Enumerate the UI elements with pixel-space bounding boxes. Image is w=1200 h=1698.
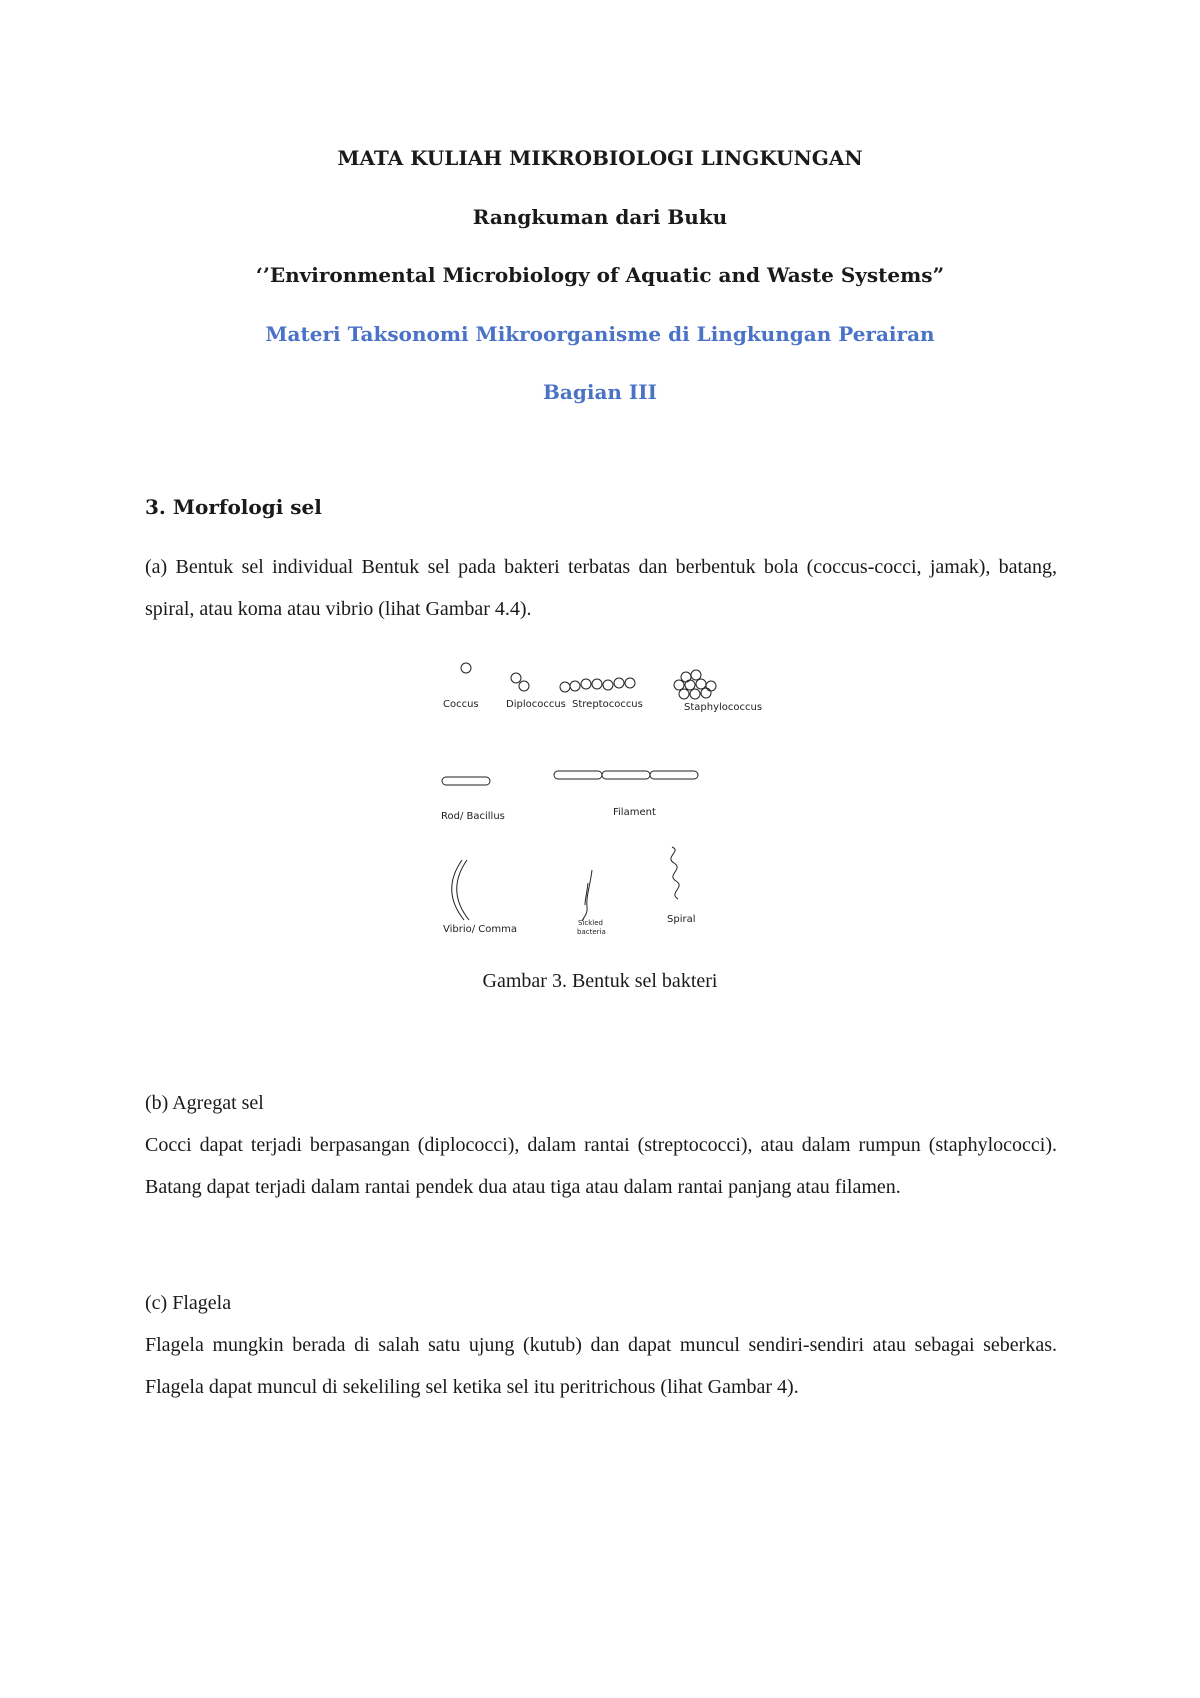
topic-title: Materi Taksonomi Mikroorganisme di Lingkungan Perairan [265,322,935,346]
bacteria-shapes-diagram [420,655,800,940]
rod-shape [442,777,490,785]
figure-caption: Gambar 3. Bentuk sel bakteri [482,970,718,992]
spiral-shape [671,847,679,899]
label-spiral: Spiral [667,914,696,925]
label-sickle-line1: Sickled [578,919,603,927]
label-diplococcus: Diplococcus [506,699,566,710]
diplococcus-shape [511,673,529,691]
label-rod: Rod/ Bacillus [441,811,505,822]
book-title: ‘’Environmental Microbiology of Aquatic and Waste Systems” [255,263,945,287]
paragraph-cell-aggregate: Cocci dapat terjadi berpasangan (diplococci), dalam rantai (streptococci), atau dalam rumpun (staphylococci). Batang dapat terjadi dalam rantai pendek dua atau tiga atau dalam rantai panjang atau filamen. [145,1134,1057,1198]
label-coccus: Coccus [443,699,479,710]
subheading-cell-aggregate: (b) Agregat sel [145,1092,264,1114]
paragraph-flagella: Flagela mungkin berada di salah satu ujung (kutub) dan dapat muncul sendiri-sendiri atau sebagai seberkas. Flagela dapat muncul di sekeliling sel ketika sel itu peritrichous (lihat Gambar 4). [145,1334,1057,1398]
section-heading: 3. Morfologi sel [145,495,322,519]
course-title: MATA KULIAH MIKROBIOLOGI LINGKUNGAN [337,146,863,170]
filament-shape [554,771,698,779]
streptococcus-shape [560,678,635,692]
label-filament: Filament [613,807,656,818]
summary-subtitle: Rangkuman dari Buku [472,205,728,229]
coccus-shape [461,663,471,673]
sickle-shape [582,870,592,921]
label-sickle-line2: bacteria [577,928,606,936]
subheading-flagella: (c) Flagela [145,1292,232,1314]
part-label: Bagian III [543,380,657,404]
label-streptococcus: Streptococcus [572,699,643,710]
bacteria-shapes-figure [420,655,800,940]
vibrio-shape [452,860,469,920]
staphylococcus-shape [674,670,716,699]
label-staphylococcus: Staphylococcus [684,702,763,713]
paragraph-cell-shape: (a) Bentuk sel individual Bentuk sel pada bakteri terbatas dan berbentuk bola (coccus-cocci, jamak), batang, spiral, atau koma atau vibrio (lihat Gambar 4.4). [145,556,1057,620]
label-vibrio: Vibrio/ Comma [443,924,518,935]
